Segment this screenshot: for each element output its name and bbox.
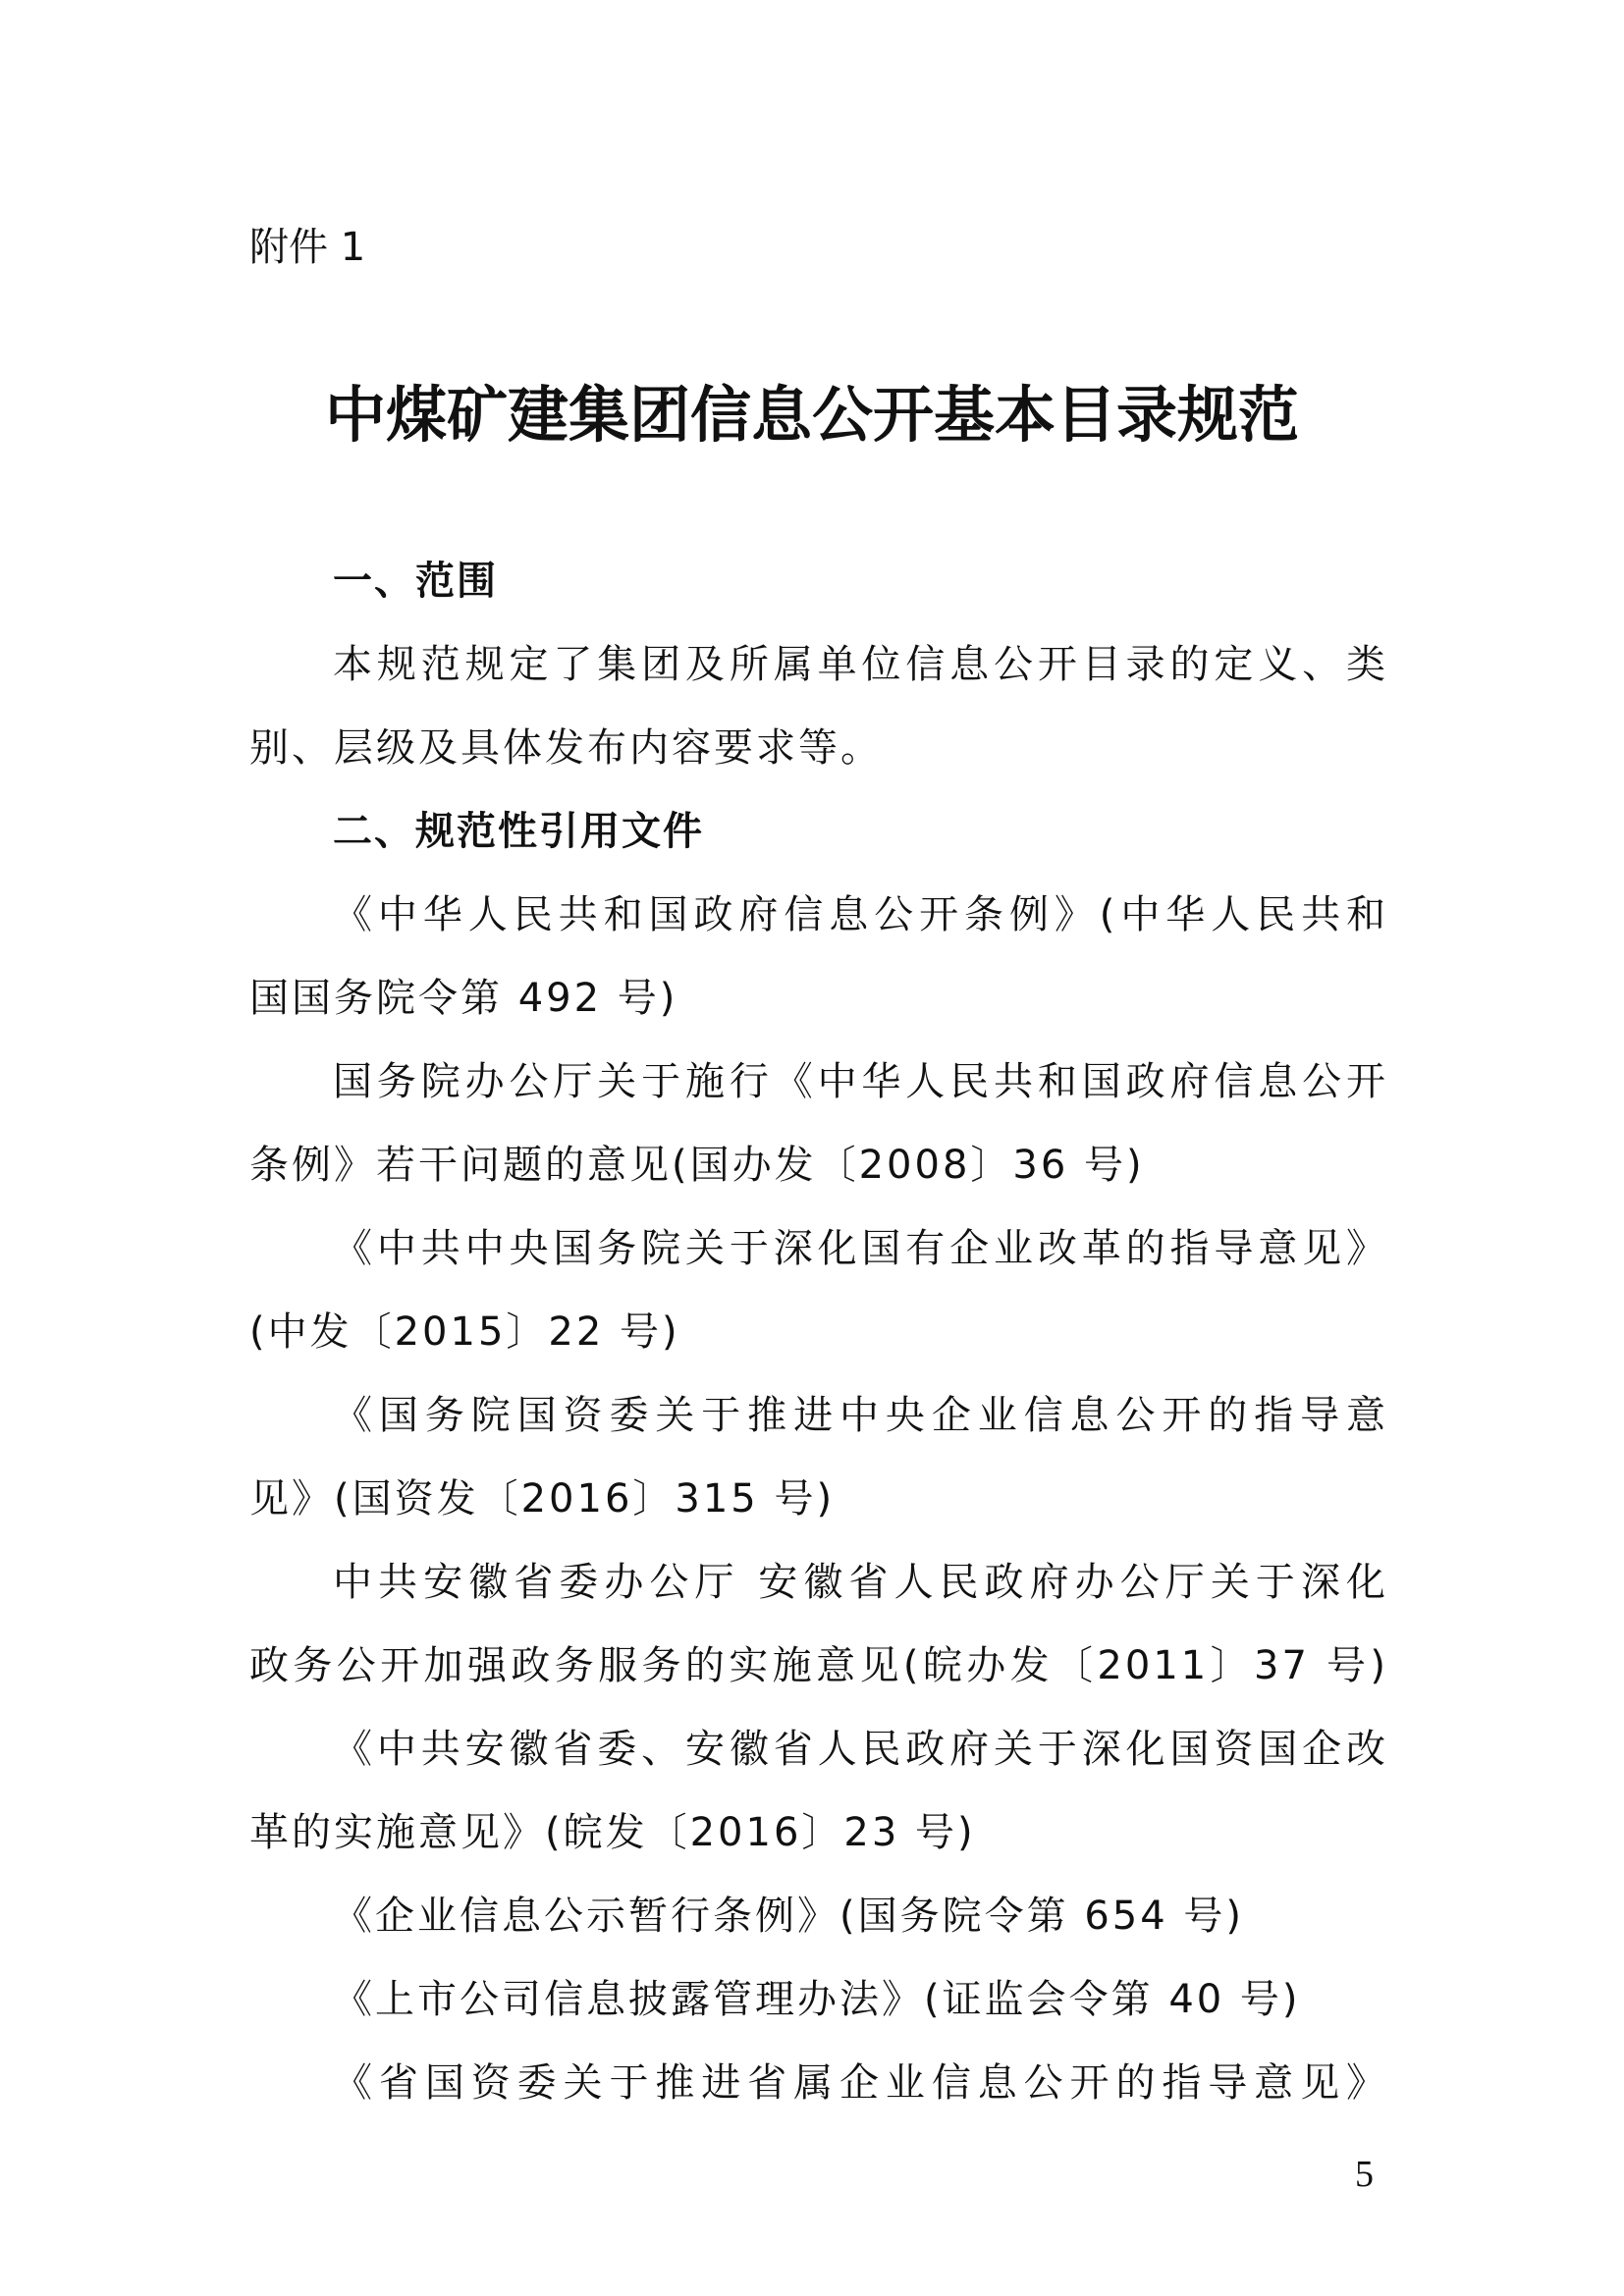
- scope-paragraph-line: 本规范规定了集团及所属单位信息公开目录的定义、类: [333, 642, 1388, 687]
- reference-line: 《中华人民共和国政府信息公开条例》(中华人民共和: [333, 892, 1388, 937]
- reference-line: 中共安徽省委办公厅 安徽省人民政府办公厅关于深化: [333, 1560, 1388, 1605]
- reference-line: 政务公开加强政务服务的实施意见(皖办发〔2011〕37 号): [249, 1643, 1388, 1688]
- document-body: [249, 540, 1388, 2125]
- reference-line: 《中共安徽省委、安徽省人民政府关于深化国资国企改: [333, 1727, 1388, 1772]
- page-number: 5: [1355, 2154, 1374, 2195]
- reference-line: (中发〔2015〕22 号): [249, 1309, 680, 1355]
- reference-line: 《国务院国资委关于推进中央企业信息公开的指导意: [333, 1393, 1388, 1438]
- scope-paragraph-line: 别、层级及具体发布内容要求等。: [249, 725, 883, 771]
- references-heading: 二、规范性引用文件: [333, 809, 704, 854]
- scope-heading: 一、范围: [333, 559, 498, 604]
- reference-line: 国务院办公厅关于施行《中华人民共和国政府信息公开: [333, 1059, 1388, 1104]
- attachment-label: 附件 1: [249, 225, 366, 270]
- reference-line: 《省国资委关于推进省属企业信息公开的指导意见》: [333, 2060, 1388, 2106]
- reference-line: 国国务院令第 492 号): [249, 976, 678, 1021]
- document-title: 中煤矿建集团信息公开基本目录规范: [324, 379, 1299, 451]
- reference-line: 《中共中央国务院关于深化国有企业改革的指导意见》: [333, 1226, 1388, 1271]
- reference-line: 《企业信息公示暂行条例》(国务院令第 654 号): [333, 1894, 1244, 1939]
- reference-line: 《上市公司信息披露管理办法》(证监会令第 40 号): [333, 1977, 1301, 2022]
- reference-line: 革的实施意见》(皖发〔2016〕23 号): [249, 1810, 976, 1855]
- reference-line: 见》(国资发〔2016〕315 号): [249, 1476, 836, 1522]
- reference-line: 条例》若干问题的意见(国办发〔2008〕36 号): [249, 1143, 1145, 1188]
